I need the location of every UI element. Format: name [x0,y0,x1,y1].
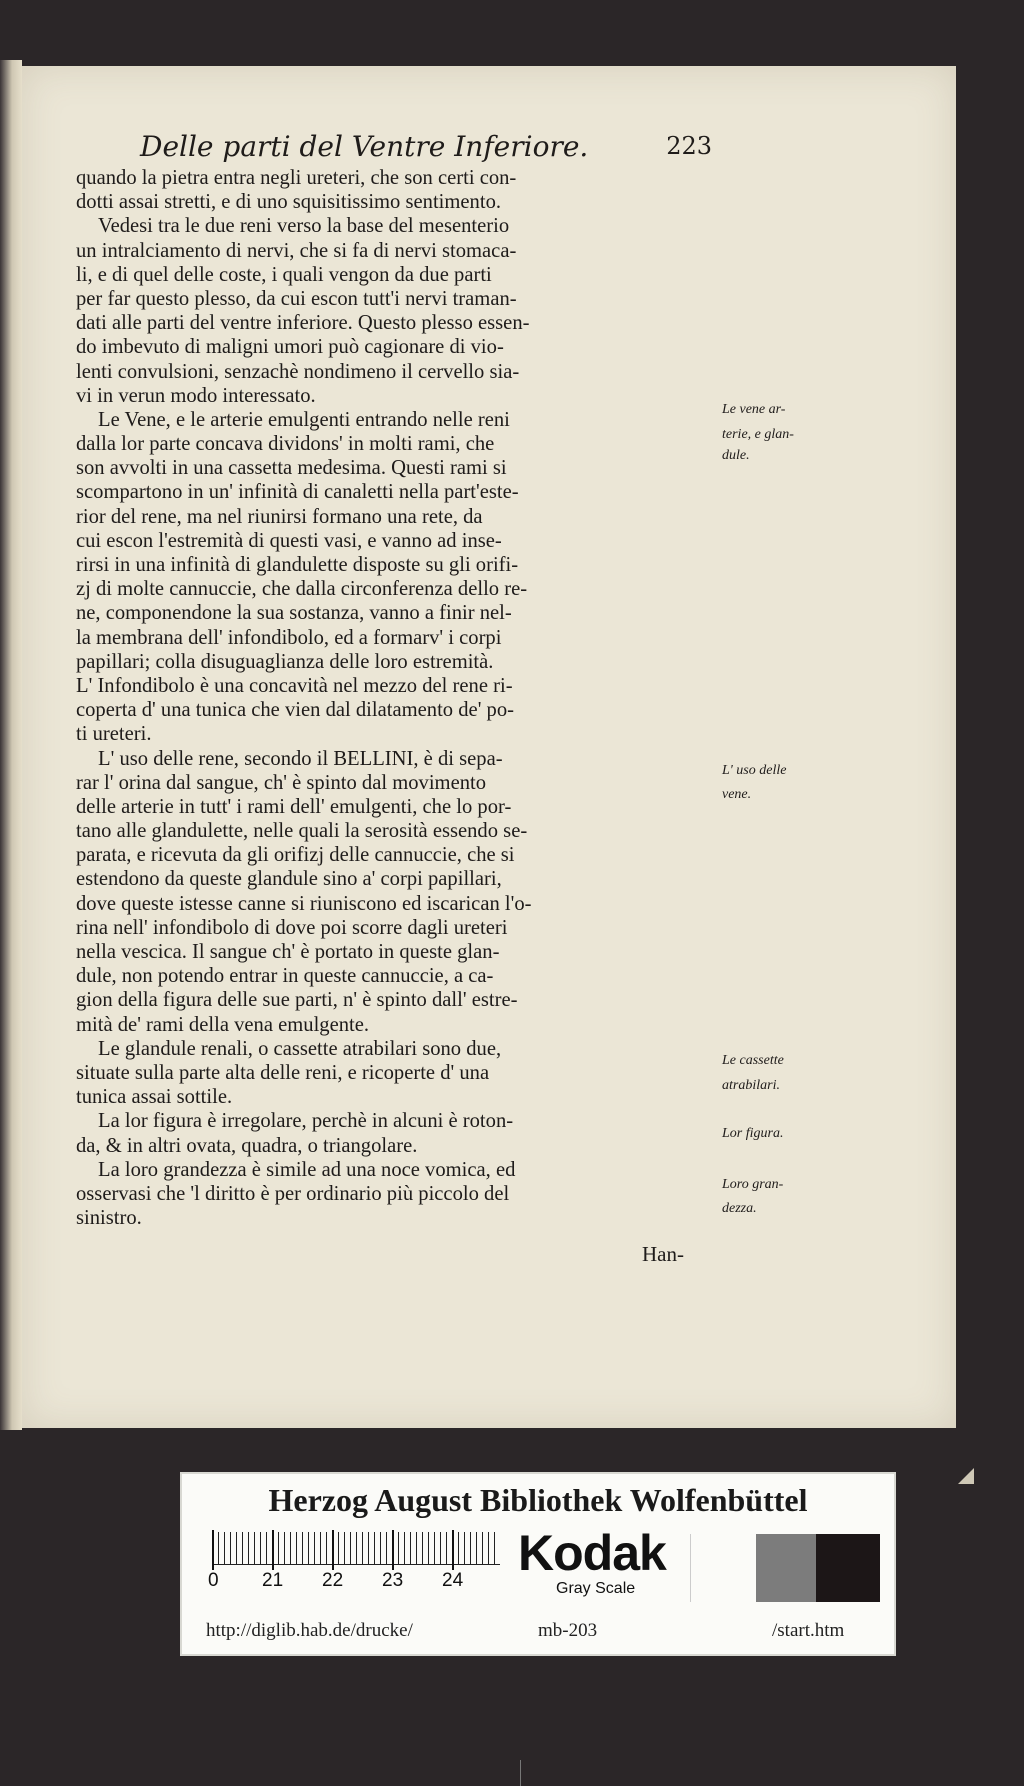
text-line: Le glandule renali, o cassette atrabilari sono due, [98,1037,502,1060]
text-line: Vedesi tra le due reni verso la base del mesenterio [98,215,510,238]
text-line: La loro grandezza è simile ad una noce vomica, ed [98,1158,516,1181]
ruler-label: 24 [442,1570,464,1591]
ruler-tick [452,1530,454,1570]
text-line: cui escon l'estremità di questi vasi, e vanno ad inse- [76,529,502,552]
text-line: quando la pietra entra negli ureteri, che son certi con- [76,167,517,189]
black-swatch [816,1534,880,1602]
margin-note: Le vene ar- [722,402,786,418]
text-line: tunica assai sottile. [76,1086,233,1109]
text-line: vi in verun modo interessato. [76,384,316,407]
text-line: lenti convulsioni, senzachè nondimeno il cervello sia- [76,360,520,383]
text-line: zj di molte cannuccie, che dalla circonferenza dello re- [76,578,528,601]
text-line: dule, non potendo entrar in queste cannuccie, a ca- [76,965,494,988]
ruler-label: 0 [208,1570,219,1591]
url-right: /start.htm [772,1620,845,1641]
kodak-logo: Kodak [518,1525,666,1581]
margin-note: terie, e glan- [722,426,794,442]
ruler-tick [272,1530,274,1570]
ruler-tick [212,1530,214,1570]
scale-ruler [212,1532,500,1565]
text-line: rirsi in una infinità di glandulette disposte su gli orifi- [76,554,519,576]
color-target-card [180,1472,896,1656]
text-line: mità de' rami della vena emulgente. [76,1013,370,1036]
body-text [76,166,712,1230]
library-title: Herzog August Bibliothek Wolfenbüttel [268,1482,808,1518]
text-line: L' Infondibolo è una concavità nel mezzo del rene ri- [76,674,513,697]
url-left: http://diglib.hab.de/drucke/ [206,1620,413,1641]
running-title: Delle parti del Ventre Inferiore. [140,130,589,163]
text-line: da, & in altri ovata, quadra, o triangolare. [76,1134,418,1157]
white-swatch [690,1534,749,1602]
text-line: rior del rene, ma nel riunirsi formano una rete, da [76,505,483,528]
margin-note: dule. [722,448,750,464]
text-line: coperta d' una tunica che vien dal dilatamento de' po- [76,699,514,722]
text-line: do imbevuto di maligni umori può cagionare di vio- [76,336,504,359]
text-line: li, e di quel delle coste, i quali vengon da due parti [76,263,492,286]
text-line: dove queste istesse canne si riuniscono ed iscarican l'o- [76,892,532,915]
page-number: 223 [666,132,712,160]
ruler-label: 22 [322,1570,344,1591]
text-line: son avvolti in una cassetta medesima. Questi rami si [76,457,507,480]
margin-note: vene. [722,787,752,803]
text-line: sinistro. [76,1207,142,1230]
text-line: L' uso delle rene, secondo il BELLINI, è di sepa- [98,747,503,770]
book-page [22,66,956,1428]
margin-note: dezza. [722,1200,757,1216]
page-header [140,130,712,170]
ruler-label: 23 [382,1570,404,1591]
text-line: parata, e ricevuta da gli orifizj delle cannuccie, che si [76,844,515,867]
text-line: delle arterie in tutt' i rami dell' emulgenti, che lo por- [76,795,512,818]
text-line: papillari; colla disuguaglianza delle loro estremità. [76,650,494,673]
text-line: La lor figura è irregolare, perchè in alcuni è roton- [98,1110,514,1133]
text-line: rina nell' infondibolo di dove poi scorre dagli ureteri [76,916,508,939]
ruler-label: 21 [262,1570,284,1591]
text-line: un intralciamento di nervi, che si fa di nervi stomaca- [76,239,517,262]
catchword: Han- [642,1242,684,1266]
gray-scale-label: Gray Scale [556,1580,636,1597]
text-line: situate sulla parte alta delle reni, e ricoperte d' una [76,1061,490,1084]
text-line: gion della figura delle sue parti, n' è spinto dall' estre- [76,989,518,1012]
margin-note: Lor figura. [722,1125,784,1141]
text-line: nella vescica. Il sangue ch' è portato in queste glan- [76,941,500,963]
margin-note: Loro gran- [722,1176,784,1192]
text-line: scompartono in un' infinità di canaletti nella part'este- [76,481,519,504]
book-edge [0,60,22,1430]
ruler-tick [392,1530,394,1570]
page-corner [958,1468,974,1484]
url-mid: mb-203 [538,1620,598,1641]
margin-note: L' uso delle [722,762,787,778]
url-bar [182,1614,894,1648]
text-line: per far questo plesso, da cui escon tutt'i nervi traman- [76,287,517,310]
text-line: dati alle parti del ventre inferiore. Questo plesso essen- [76,312,530,335]
text-line: ti ureteri. [76,723,152,746]
text-line: la membrana dell' infondibolo, ed a formarv' i corpi [76,626,502,649]
text-line: estendono da queste glandule sino a' corpi papillari, [76,868,502,891]
text-line: tano alle glandulette, nelle quali la serosità essendo se- [76,820,528,843]
margin-note: atrabilari. [722,1077,780,1093]
text-line: ne, componendone la sua sostanza, vanno a finir nel- [76,602,512,625]
text-line: rar l' orina dal sangue, ch' è spinto dal movimento [76,771,487,794]
gray-swatch [756,1534,816,1602]
text-line: dotti assai stretti, e di uno squisitissimo sentimento. [76,191,502,214]
url-separator [520,1760,521,1786]
text-line: osservasi che 'l diritto è per ordinario più piccolo del [76,1182,510,1205]
text-line: dalla lor parte concava dividons' in molti rami, che [76,433,495,456]
text-line: Le Vene, e le arterie emulgenti entrando nelle reni [98,408,510,431]
ruler-labels [208,1570,512,1592]
margin-note: Le cassette [722,1053,784,1069]
ruler-tick [332,1530,334,1570]
